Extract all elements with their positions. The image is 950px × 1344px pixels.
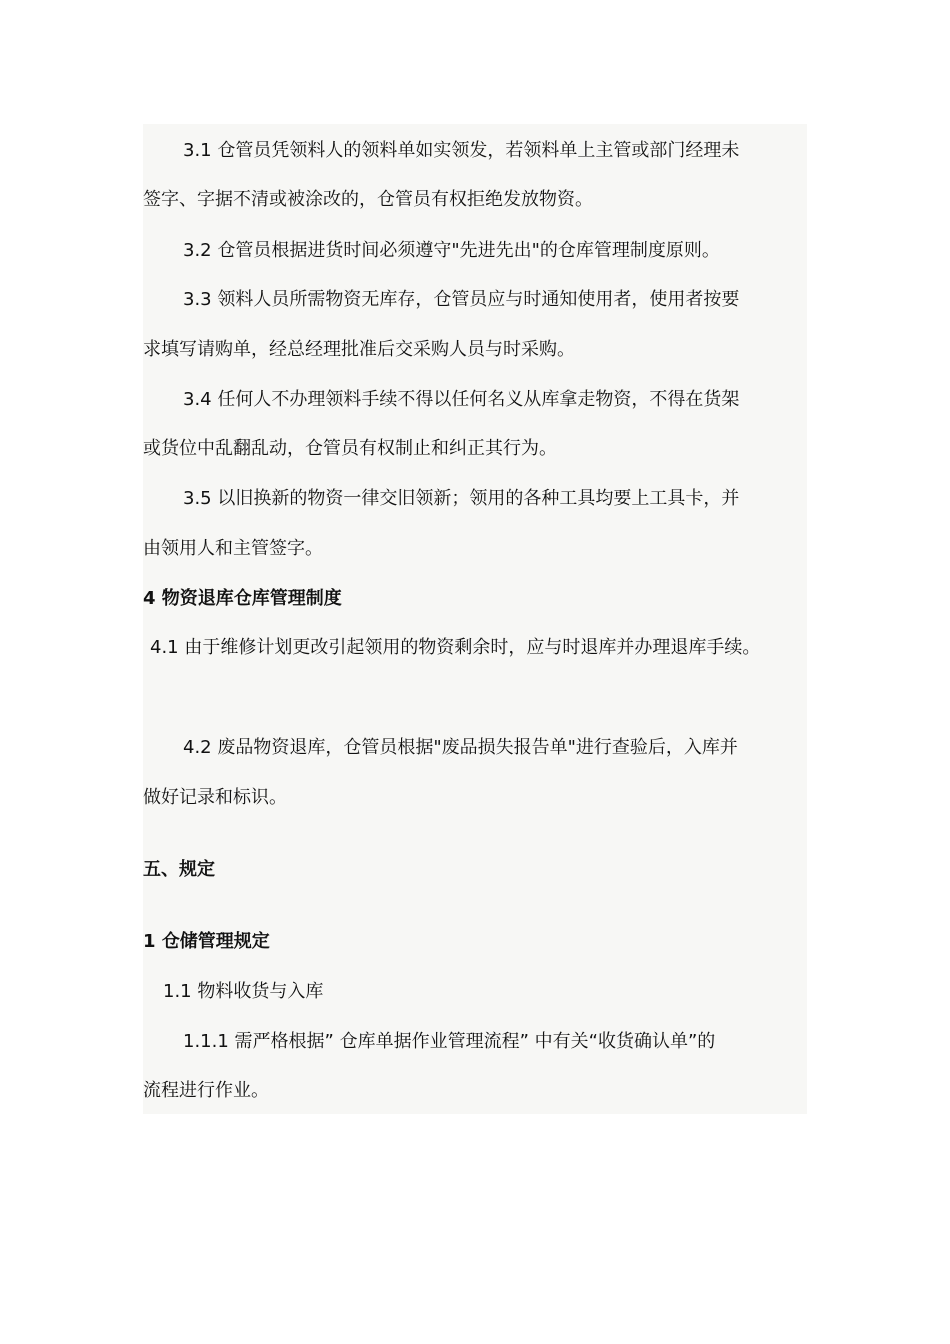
paragraph-3-5-line-1: 3.5 以旧换新的物资一律交旧领新；领用的各种工具均要上工具卡，并: [183, 488, 740, 509]
paragraph-3-2: 3.2 仓管员根据进货时间必须遵守"先进先出"的仓库管理制度原则。: [183, 240, 720, 261]
paragraph-3-3-line-1: 3.3 领料人员所需物资无库存，仓管员应与时通知使用者，使用者按要: [183, 289, 740, 310]
paragraph-1-1-1-line-2: 流程进行作业。: [143, 1080, 269, 1101]
section-heading-4: 4 物资退库仓库管理制度: [143, 588, 342, 609]
paragraph-3-5-line-2: 由领用人和主管签字。: [143, 538, 323, 559]
paragraph-3-1-line-1: 3.1 仓管员凭领料人的领料单如实领发，若领料单上主管或部门经理未: [183, 140, 740, 161]
paragraph-4-1: 4.1 由于维修计划更改引起领用的物资剩余时，应与时退库并办理退库手续。: [150, 637, 761, 658]
subsection-heading-1-1: 1.1 物料收货与入库: [163, 981, 324, 1002]
document-page: [143, 124, 807, 1114]
chapter-heading-5: 五、规定: [143, 859, 215, 880]
paragraph-4-2-line-1: 4.2 废品物资退库，仓管员根据"废品损失报告单"进行查验后，入库并: [183, 737, 738, 758]
section-heading-1: 1 仓储管理规定: [143, 931, 270, 952]
paragraph-3-3-line-2: 求填写请购单，经总经理批准后交采购人员与时采购。: [143, 339, 575, 360]
paragraph-3-1-line-2: 签字、字据不清或被涂改的，仓管员有权拒绝发放物资。: [143, 189, 593, 210]
paragraph-1-1-1-line-1: 1.1.1 需严格根据” 仓库单据作业管理流程” 中有关“收货确认单”的: [183, 1031, 716, 1052]
paragraph-4-2-line-2: 做好记录和标识。: [143, 787, 287, 808]
paragraph-3-4-line-1: 3.4 任何人不办理领料手续不得以任何名义从库拿走物资，不得在货架: [183, 389, 740, 410]
paragraph-3-4-line-2: 或货位中乱翻乱动，仓管员有权制止和纠正其行为。: [143, 438, 557, 459]
